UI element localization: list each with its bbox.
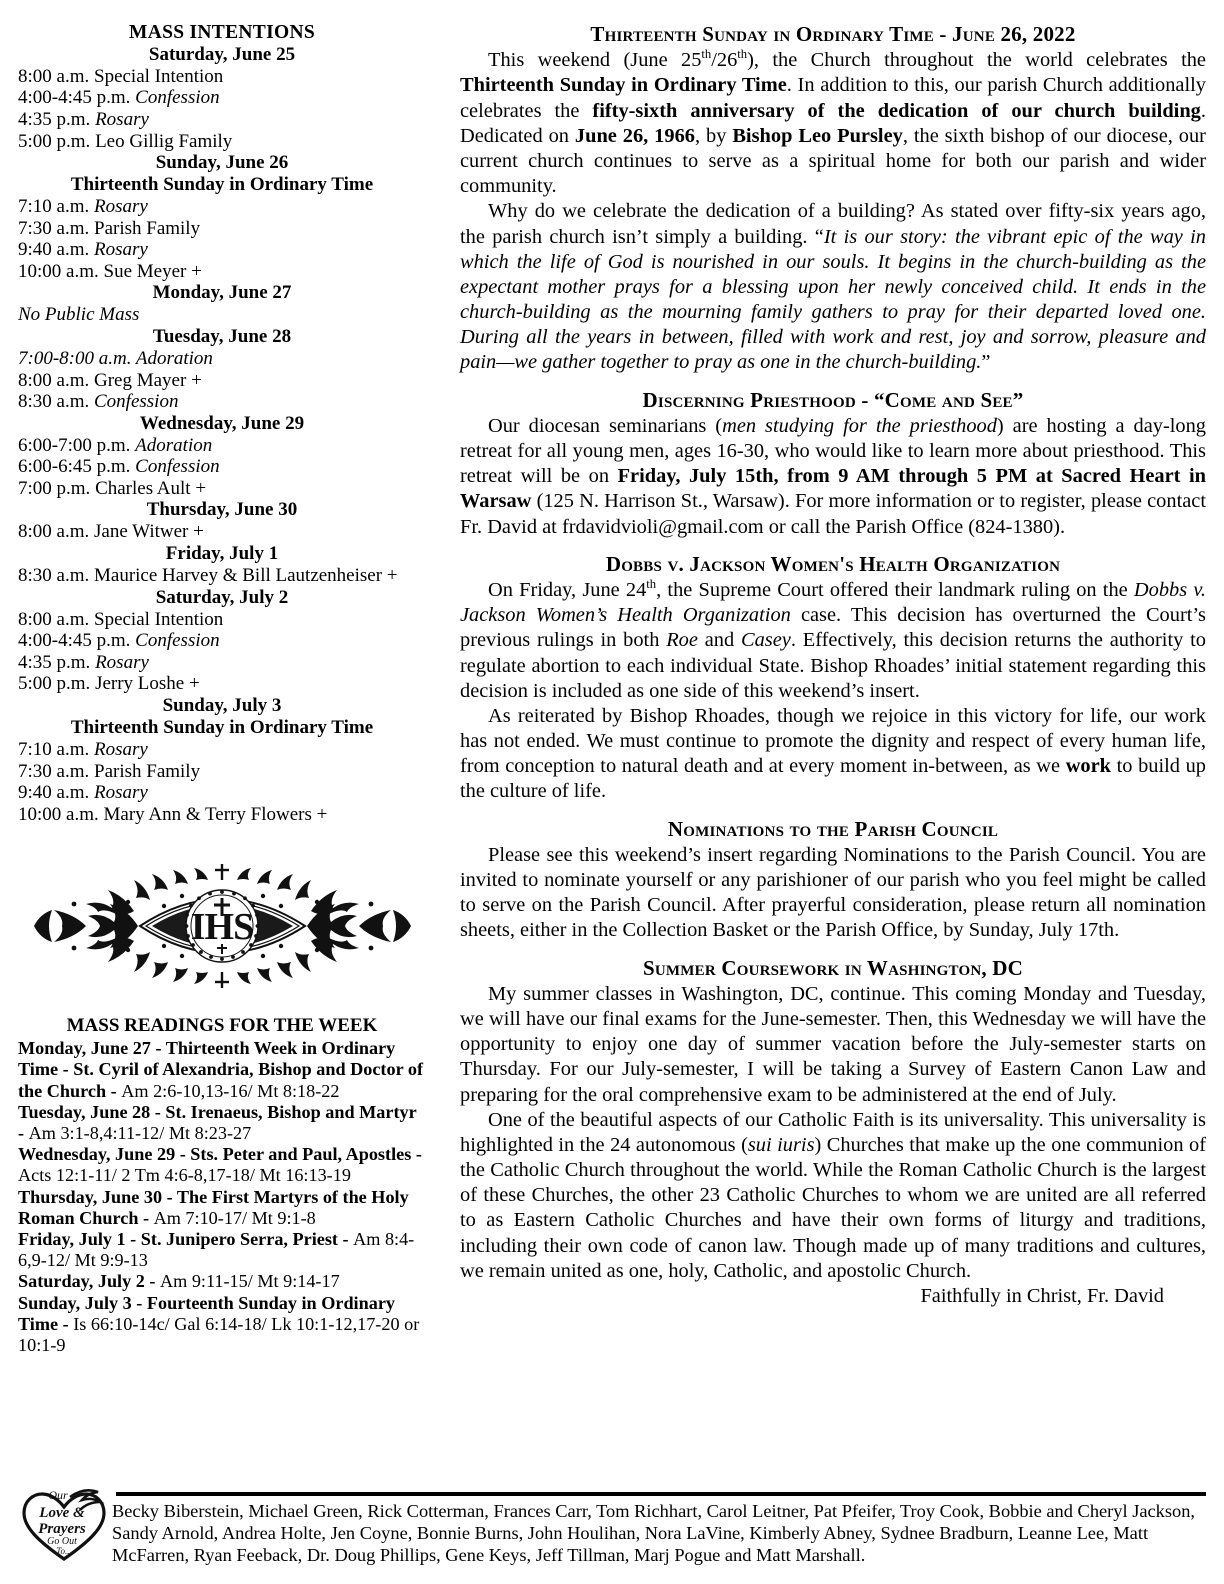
footer-content <box>18 1488 1206 1570</box>
text-run: , the sixth bishop of our diocese, our current church continues to serve as a spiritual home for both our parish and wider community. <box>460 124 1206 198</box>
text-run: case. This decision has overturned the Court’s previous rulings in both <box>460 604 1206 652</box>
mass-intention-row <box>18 478 426 500</box>
mass-intentions-day-heading: Saturday, June 25 <box>148 43 296 65</box>
mass-intention-time: 5:00 p.m. <box>18 673 96 695</box>
text-run: ), the Church throughout the world celebrates the <box>747 49 1206 72</box>
mass-intention-time: 7:00-8:00 a.m. <box>18 348 136 370</box>
text-run: Our diocesan seminarians ( <box>488 414 723 437</box>
mass-intention-time: 7:30 a.m. <box>18 760 94 782</box>
mass-intention-description: Jerry Loshe + <box>95 673 200 695</box>
mass-intention-description: Charles Ault + <box>95 477 207 499</box>
our-love-and-prayers-heart-logo-icon <box>18 1483 110 1565</box>
mass-reading-label: Friday, July 1 - St. Junipero Serra, Priest - <box>18 1229 354 1250</box>
mass-intention-row <box>18 66 426 88</box>
mass-intention-row <box>18 456 426 478</box>
mass-intention-row <box>18 304 426 326</box>
text-run: ) are hosting a day-long retreat for all young men, ages 16-30, who would like to learn more about priesthood. This retreat will be on <box>460 414 1206 488</box>
text-run: to build up the culture of life. <box>460 755 1206 803</box>
bold-run: Thirteenth Sunday in Ordinary Time <box>460 74 787 97</box>
signoff-line: Faithfully in Christ, Fr. David <box>920 1285 1164 1307</box>
mass-intention-description: Rosary <box>94 239 148 261</box>
mass-intention-time: 9:40 a.m. <box>18 239 94 261</box>
ihs-emblem-container <box>18 851 426 1001</box>
mass-intention-description: Rosary <box>95 108 149 130</box>
mass-intentions-day-heading: Sunday, June 26 <box>155 152 289 174</box>
mass-intention-time: 8:00 a.m. <box>18 608 94 630</box>
quote-italic-run: It is our story: the vibrant epic of the way in which the life of God is nourished in our souls. It begins in the church-building as the expectant mother prays for a blessing upon her newly conceived child. It ends in the church-building as the mourning family gathers to pray for their departed loved one. During all the years in between, filled with work and rest, joy and sorrow, pleasure and pain—we gather together to pray as one in the church-building. <box>460 225 1206 374</box>
mass-intention-row <box>18 782 426 804</box>
mass-intention-time: 7:30 a.m. <box>18 217 94 239</box>
mass-intention-description: Leo Gillig Family <box>95 130 233 152</box>
footer-divider-rule <box>116 1492 1206 1496</box>
mass-intentions-day-heading: Saturday, July 2 <box>155 586 289 608</box>
mass-intention-time: 4:00-4:45 p.m. <box>18 87 136 109</box>
mass-reading-citations: Am 3:1-8,4:11-12/ Mt 8:23-27 <box>28 1123 252 1144</box>
mass-intention-time: 4:35 p.m. <box>18 108 96 130</box>
mass-reading-item <box>18 1271 426 1292</box>
mass-intention-description: Special Intention <box>94 608 224 630</box>
mass-intention-time: 6:00-6:45 p.m. <box>18 456 136 478</box>
mass-readings-list <box>18 1038 426 1356</box>
mass-intention-description: Rosary <box>95 651 149 673</box>
mass-intention-description: Confession <box>135 630 220 652</box>
latin-italic-run: sui iuris <box>747 1133 815 1156</box>
mass-reading-item <box>18 1038 426 1102</box>
mass-intention-row <box>18 652 426 674</box>
mass-intention-description: Rosary <box>94 738 148 760</box>
mass-intentions-day-heading: Wednesday, June 29 <box>139 412 305 434</box>
mass-reading-citations: Am 2:6-10,13-16/ Mt 8:18-22 <box>121 1080 340 1101</box>
mass-intentions-day-subtitle: Thirteenth Sunday in Ordinary Time <box>70 716 374 738</box>
heading-thirteenth-sunday: Thirteenth Sunday in Ordinary Time - June 26, 2022 <box>590 22 1076 46</box>
mass-reading-item <box>18 1293 426 1357</box>
mass-intentions-day-heading: Thursday, June 30 <box>146 499 298 521</box>
mass-reading-citations: Am 9:11-15/ Mt 9:14-17 <box>160 1271 340 1292</box>
left-column <box>18 22 438 1356</box>
mass-intention-description: Parish Family <box>94 760 201 782</box>
bold-run: work <box>1065 755 1112 778</box>
mass-intentions-day-heading: Sunday, July 3 <box>162 694 282 716</box>
text-run: On Friday, June 24 <box>488 578 647 601</box>
mass-intention-row <box>18 196 426 218</box>
mass-reading-label: Monday, June 27 - Thirteenth Week in Ordinary Time - St. Cyril of Alexandria, Bishop and Doctor of the Church - <box>18 1038 424 1101</box>
mass-intentions-day-heading: Monday, June 27 <box>152 282 292 304</box>
mass-intention-time: 4:35 p.m. <box>18 651 96 673</box>
mass-intention-time: 7:10 a.m. <box>18 196 94 218</box>
text-run: As reiterated by Bishop Rhoades, though we rejoice in this victory for life, our work has not ended. We must continue to promote the dignity and respect of every human life, from conception to natural death and at every moment in-between, as we <box>460 704 1206 778</box>
paragraph-priesthood <box>460 414 1206 540</box>
logo-line-4: Go Out <box>47 1536 77 1547</box>
mass-intention-row <box>18 435 426 457</box>
mass-intention-time: 5:00 p.m. <box>18 130 96 152</box>
mass-reading-label: Thursday, June 30 - The First Martyrs of the Holy Roman Church - <box>18 1186 409 1228</box>
ordinal-suffix: th <box>701 47 712 62</box>
italic-run: men studying for the priesthood <box>722 414 997 437</box>
mass-intention-description: Jane Witwer + <box>94 521 204 543</box>
mass-intention-row <box>18 391 426 413</box>
case-name-italic: Casey <box>740 629 791 652</box>
logo-line-1: Our <box>48 1488 68 1502</box>
heading-nominations-parish-council: Nominations to the Parish Council <box>667 816 999 841</box>
mass-reading-item <box>18 1187 426 1229</box>
mass-intention-row <box>18 521 426 543</box>
logo-line-3: Prayers <box>38 1521 86 1537</box>
logo-line-5: To... <box>56 1546 72 1556</box>
text-run: . Dedicated on <box>460 99 1206 147</box>
mass-intentions-day-heading: Tuesday, June 28 <box>152 326 292 348</box>
bold-run: Friday, July 15th, from 9 AM through 5 PM at Sacred Heart in Warsaw <box>460 465 1206 513</box>
mass-intention-time: 7:10 a.m. <box>18 738 94 760</box>
text-run: One of the beautiful aspects of our Catholic Faith is its universality. This universality is highlighted in the 24 autonomous ( <box>460 1108 1206 1156</box>
mass-intention-description: Greg Mayer + <box>94 369 202 391</box>
mass-intention-time: 6:00-7:00 p.m. <box>18 434 136 456</box>
ordinal-suffix: th <box>646 577 657 592</box>
paragraph-dobbs-1 <box>460 578 1206 704</box>
text-run: /26 <box>711 49 738 72</box>
prayer-list-footer <box>18 1488 1206 1570</box>
mass-intention-time: 4:00-4:45 p.m. <box>18 630 136 652</box>
text-run: ) Churches that make up the one communion of the Catholic Church throughout the world. While the Roman Catholic Church is the largest of these Churches, the other 23 Catholic Churches to whom we are united are all referred to as Eastern Catholic Churches and have their own forms of liturgy and traditions, including their own code of canon law. Though made up of many traditions and cultures, we remain united as one, holy, Catholic, and apostolic Church. <box>460 1133 1206 1282</box>
heading-summer-coursework: Summer Coursework in Washington, DC <box>643 955 1023 980</box>
paragraph-sunday-2 <box>460 199 1206 375</box>
bold-run: Bishop Leo Pursley <box>732 124 903 147</box>
mass-intention-description: Rosary <box>94 782 148 804</box>
svg-text:IHS: IHS <box>190 906 253 949</box>
mass-intentions-title: MASS INTENTIONS <box>128 22 315 43</box>
mass-intention-time: 8:00 a.m. <box>18 65 94 87</box>
mass-intentions-list <box>18 44 426 825</box>
paragraph-nominations: Please see this weekend’s insert regarding Nominations to the Parish Council. You are invited to nominate yourself or any parishioner of our parish who you feel might be called to serve on the Parish Council. After prayerful consideration, please return all nomination sheets, either in the Collection Basket or the Parish Office, by Sunday, July 17th. <box>460 843 1206 942</box>
text-run: , by <box>694 124 733 147</box>
mass-intention-description: Confession <box>135 456 220 478</box>
mass-intention-description: Confession <box>94 391 179 413</box>
paragraph-sunday-1 <box>460 48 1206 199</box>
text-run: . Effectively, this decision returns the authority to regulate abortion to each individual State. Bishop Rhoades’ initial statement regarding this decision is included as one side of this weekend’s insert. <box>460 629 1206 702</box>
mass-intention-description: Rosary <box>94 196 148 218</box>
mass-intention-row <box>18 261 426 283</box>
mass-reading-citations: Am 7:10-17/ Mt 9:1-8 <box>153 1207 316 1228</box>
text-run: Why do we celebrate the dedication of a building? As stated over fifty-six years ago, the parish church isn’t simply a building. “ <box>460 200 1206 248</box>
mass-intention-description: Adoration <box>135 348 213 370</box>
mass-reading-item <box>18 1102 426 1144</box>
ihs-christogram-ornament-icon <box>30 856 415 996</box>
mass-intention-description: Maurice Harvey & Bill Lautzenheiser + <box>94 565 398 587</box>
mass-readings-title: MASS READINGS FOR THE WEEK <box>66 1015 378 1037</box>
mass-intention-row <box>18 218 426 240</box>
mass-intention-row <box>18 109 426 131</box>
text-run: This weekend (June 25 <box>488 49 702 72</box>
two-column-layout <box>18 22 1206 1356</box>
text-run: . In addition to this, our parish Church additionally celebrates the <box>460 74 1206 122</box>
mass-intention-row <box>18 739 426 761</box>
mass-intention-time: 10:00 a.m. <box>18 803 104 825</box>
heading-discerning-priesthood: Discerning Priesthood - “Come and See” <box>642 387 1024 412</box>
mass-intention-time: 8:30 a.m. <box>18 565 94 587</box>
paragraph-dobbs-2 <box>460 704 1206 805</box>
bold-run: fifty-sixth anniversary of the dedication of our church building <box>592 99 1201 122</box>
mass-intentions-day-subtitle: Thirteenth Sunday in Ordinary Time <box>70 174 374 196</box>
paragraph-summer-2 <box>460 1108 1206 1284</box>
mass-intention-description: Parish Family <box>94 217 201 239</box>
mass-intention-description: Mary Ann & Terry Flowers + <box>103 803 328 825</box>
mass-intention-time: 7:00 p.m. <box>18 477 96 499</box>
mass-intention-row <box>18 370 426 392</box>
case-name-italic: Roe <box>666 629 698 652</box>
mass-reading-label: Saturday, July 2 - <box>18 1271 160 1292</box>
mass-intention-description: Adoration <box>135 434 213 456</box>
mass-intention-description: No Public Mass <box>18 304 140 326</box>
text-run: , the Supreme Court offered their landmark ruling on the <box>656 578 1134 601</box>
text-run: ” <box>981 351 991 374</box>
mass-intention-description: Special Intention <box>94 65 224 87</box>
right-column <box>438 22 1206 1309</box>
mass-intention-row <box>18 609 426 631</box>
mass-reading-label: Tuesday, June 28 - St. Irenaeus, Bishop and Martyr - <box>18 1101 417 1144</box>
mass-intention-row <box>18 348 426 370</box>
mass-reading-label: Sunday, July 3 - Fourteenth Sunday in Ordinary Time - <box>18 1292 395 1334</box>
mass-intention-time: 8:00 a.m. <box>18 369 94 391</box>
mass-reading-label: Wednesday, June 29 - Sts. Peter and Paul, Apostles - <box>18 1144 422 1165</box>
mass-intention-row <box>18 673 426 695</box>
mass-intention-time: 9:40 a.m. <box>18 782 94 804</box>
prayer-names-list: Becky Biberstein, Michael Green, Rick Cotterman, Frances Carr, Tom Richhart, Carol Leitner, Pat Pfeifer, Troy Cook, Bobbie and Cheryl Jackson, Sandy Arnold, Andrea Holte, Jen Coyne, Bonnie Burns, John Houlihan, Nora LaVine, Kimberly Abney, Sydnee Bradburn, Leanne Lee, Matt McFarren, Ryan Feeback, Dr. Doug Phillips, Gene Keys, Jeff Tillman, Marj Pogue and Matt Marshall. <box>112 1501 1196 1565</box>
text-run: (125 N. Harrison St., Warsaw). For more information or to register, please contact Fr. David at frdavidvioli@gmail.com or call the Parish Office (824-1380). <box>460 490 1206 538</box>
mass-intention-row <box>18 565 426 587</box>
mass-intention-description: Sue Meyer + <box>103 260 202 282</box>
mass-intention-row <box>18 239 426 261</box>
mass-intention-row <box>18 761 426 783</box>
mass-reading-item <box>18 1144 426 1186</box>
mass-intention-row <box>18 131 426 153</box>
case-name-italic: Dobbs v. Jackson Women’s Health Organization <box>460 578 1206 627</box>
mass-intention-row <box>18 804 426 826</box>
mass-intentions-day-heading: Friday, July 1 <box>165 543 279 565</box>
text-run: and <box>697 629 741 652</box>
mass-intention-time: 8:00 a.m. <box>18 521 94 543</box>
mass-reading-citations: Acts 12:1-11/ 2 Tm 4:6-8,17-18/ Mt 16:13-19 <box>18 1165 351 1186</box>
bold-run: June 26, 1966 <box>574 124 695 147</box>
heading-dobbs-v-jackson: Dobbs v. Jackson Women's Health Organization <box>605 551 1061 576</box>
ordinal-suffix: th <box>737 47 748 62</box>
paragraph-summer-1: My summer classes in Washington, DC, continue. This coming Monday and Tuesday, we will have our final exams for the June-semester. Then, this Wednesday we will have the opportunity to enjoy one day of summer vacation before the July-semester starts on Thursday. For our July-semester, I will be taking a Survey of Eastern Canon Law and preparing for the oral comprehensive exam to be administered at the end of July. <box>460 982 1206 1106</box>
mass-intention-row <box>18 87 426 109</box>
mass-reading-item <box>18 1229 426 1271</box>
logo-line-2: Love & <box>39 1505 85 1521</box>
mass-intention-time: 10:00 a.m. <box>18 260 104 282</box>
footer-logo-container <box>18 1483 110 1570</box>
mass-intention-description: Confession <box>135 87 220 109</box>
mass-intention-row <box>18 630 426 652</box>
mass-reading-citations: Is 66:10-14c/ Gal 6:14-18/ Lk 10:1-12,17-20 or 10:1-9 <box>18 1313 420 1356</box>
mass-intention-time: 8:30 a.m. <box>18 391 94 413</box>
mass-reading-citations: Am 8:4-6,9-12/ Mt 9:9-13 <box>18 1229 415 1271</box>
